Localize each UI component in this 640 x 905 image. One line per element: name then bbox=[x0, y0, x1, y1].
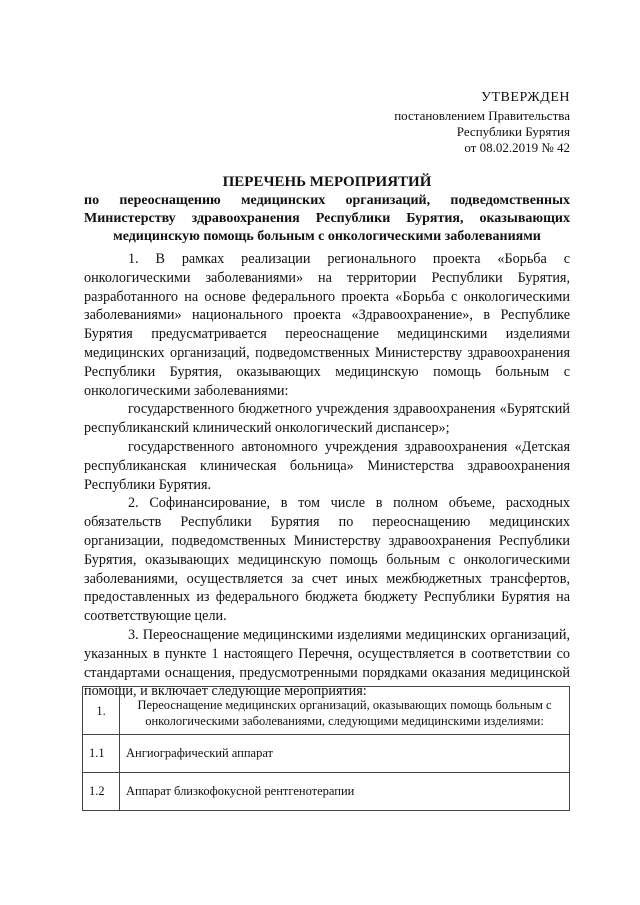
table-row bbox=[83, 773, 570, 811]
row-number: 1.2 bbox=[83, 773, 120, 811]
title-sub: по переоснащению медицинских организаций, подведомственных Министерству здравоохранения Республики Бурятия, оказывающих медицинскую помощь больным с онкологическими заболеваниями bbox=[84, 193, 570, 244]
row-text: Ангиографический аппарат bbox=[120, 735, 570, 773]
approval-line-2: Республики Бурятия bbox=[456, 124, 570, 139]
paragraph-5: 3. Переоснащение медицинскими изделиями медицинских организаций, указанных в пункте 1 настоящего Перечня, осуществляется в соответствии со стандартами оснащения, предусмотренными порядками оказания медицинской помощи, и включает следующие мероприятия: bbox=[84, 626, 570, 700]
approval-stamp: УТВЕРЖДЕН bbox=[481, 90, 570, 105]
approval-block bbox=[394, 90, 570, 156]
measures-table bbox=[82, 686, 570, 811]
table-row bbox=[83, 687, 570, 735]
approval-line-1: постановлением Правительства bbox=[394, 108, 570, 123]
row-text: Переоснащение медицинских организаций, оказывающих помощь больным с онкологическими заболеваниями, следующими медицинскими изделиями: bbox=[120, 687, 570, 735]
row-number: 1. bbox=[83, 687, 120, 735]
title-main: ПЕРЕЧЕНЬ МЕРОПРИЯТИЙ bbox=[222, 174, 432, 190]
paragraph-1: 1. В рамках реализации регионального проекта «Борьба с онкологическими заболеваниями» на территории Республики Бурятия, разработанного на основе федерального проекта «Борьба с онкологическими заболеваниями» национального проекта «Здравоохранение», в Республике Бурятия предусматривается переоснащение медицинскими изделиями медицинских организаций, подведомственных Министерству здравоохранения Республики Бурятия, оказывающих медицинскую помощь больным с онкологическими заболеваниями: bbox=[84, 251, 570, 399]
paragraph-4: 2. Софинансирование, в том числе в полном объеме, расходных обязательств Республики Бурятия по переоснащению медицинских организации, подведомственных Министерству здравоохранения Республики Бурятия, оказывающих медицинскую помощь больным с онкологическими заболеваниями, осуществляется за счет иных межбюджетных трансфертов, предоставленных из федерального бюджета бюджету Республики Бурятия на соответствующие цели. bbox=[84, 495, 570, 625]
paragraph-3: государственного автономного учреждения здравоохранения «Детская республиканская клиническая больница» Министерства здравоохранения Республики Бурятия. bbox=[84, 438, 570, 493]
document-body bbox=[84, 250, 570, 701]
row-number: 1.1 bbox=[83, 735, 120, 773]
approval-line-3: от 08.02.2019 № 42 bbox=[464, 140, 570, 155]
row-text: Аппарат близкофокусной рентгенотерапии bbox=[120, 773, 570, 811]
table-row bbox=[83, 735, 570, 773]
paragraph-2: государственного бюджетного учреждения здравоохранения «Бурятский республиканский клинический онкологический диспансер»; bbox=[84, 401, 570, 437]
document-title bbox=[84, 172, 570, 246]
